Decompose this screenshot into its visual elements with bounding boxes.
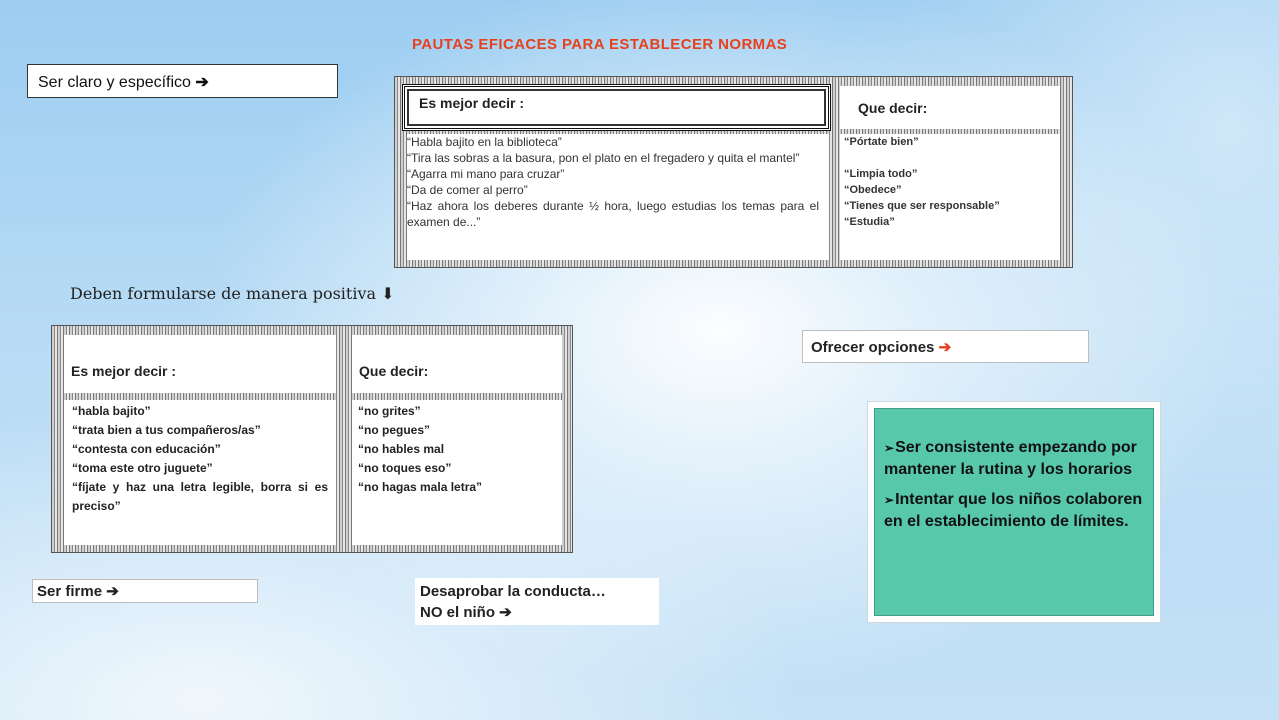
claro-label: Ser claro y específico <box>38 74 191 91</box>
bullet-arrow-icon: ➢ <box>884 441 895 455</box>
arrow-right-icon: ➔ <box>106 583 119 600</box>
table2-body-left <box>64 400 336 545</box>
table2-left-line: “trata bien a tus compañeros/as” <box>72 423 261 437</box>
desaprobar-line2-row <box>420 602 654 623</box>
table1-right-line: “Tienes que ser responsable” <box>844 200 1000 212</box>
table2-left-line: “toma este otro juguete” <box>72 461 213 475</box>
bullet-arrow-icon: ➢ <box>884 493 895 507</box>
desaprobar-box <box>415 578 659 625</box>
table2-right-line: “no pegues” <box>358 423 431 437</box>
arrow-right-icon: ➔ <box>195 74 209 91</box>
table2-body-right <box>352 400 562 545</box>
table2-right-line: “no toques eso” <box>358 461 452 475</box>
consistente-item <box>884 489 1147 533</box>
table2-right-line: “no grites” <box>358 404 421 418</box>
table1-left-line: “Da de comer al perro” <box>407 183 528 197</box>
desaprobar-line2: NO el niño <box>420 604 495 621</box>
table1-right-line: “Pórtate bien” <box>844 136 919 148</box>
table1-header-left <box>402 84 831 131</box>
table1-right-line: “Obedece” <box>844 184 902 196</box>
claro-label-box <box>27 64 338 98</box>
table-1 <box>394 76 1073 268</box>
table1-left-line: “Agarra mi mano para cruzar” <box>407 167 565 181</box>
table1-left-line: “Haz ahora los deberes durante ½ hora, luego estudias los temas para el examen de...” <box>407 199 819 229</box>
table2-left-line: “fíjate y haz una letra legible, borra si es preciso” <box>72 480 328 513</box>
desaprobar-line1: Desaprobar la conducta… <box>420 583 606 600</box>
table2-right-line: “no hagas mala letra” <box>358 480 483 494</box>
table2-left-line: “contesta con educación” <box>72 442 221 456</box>
table-2 <box>51 325 573 553</box>
firme-label: Ser firme <box>37 583 103 600</box>
table1-body-left <box>407 134 829 260</box>
table1-header-right-label: Que decir: <box>858 100 928 116</box>
table1-left-line: “Tira las sobras a la basura, pon el plato en el fregadero y quita el mantel” <box>407 151 800 165</box>
positiva-label: Deben formularse de manera positiva <box>70 284 377 303</box>
ofrecer-label: Ofrecer opciones <box>811 339 935 356</box>
table2-header-right-label: Que decir: <box>359 363 429 379</box>
table1-body-right <box>840 134 1060 260</box>
table1-right-line: “Estudia” <box>844 216 895 228</box>
positiva-heading <box>70 284 395 303</box>
arrow-down-icon: ⬇ <box>381 284 395 303</box>
table1-right-line: “Limpia todo” <box>844 168 918 180</box>
ofrecer-opciones-box <box>802 330 1089 363</box>
slide-title: PAUTAS EFICACES PARA ESTABLECER NORMAS <box>412 36 788 53</box>
table2-right-line: “no hables mal <box>358 442 445 456</box>
table1-right-spacer <box>844 150 1056 166</box>
table2-header-left <box>64 335 336 393</box>
arrow-right-icon: ➔ <box>938 339 952 356</box>
ser-firme-box <box>32 579 258 603</box>
table2-header-left-label: Es mejor decir : <box>71 363 177 379</box>
consistente-item-text: Ser consistente empezando por mantener la rutina y los horarios <box>884 439 1137 478</box>
table1-header-left-label: Es mejor decir : <box>419 95 525 111</box>
consistente-box-frame <box>867 401 1161 623</box>
consistente-box <box>874 408 1154 616</box>
table1-left-line: “Habla bajito en la biblioteca” <box>407 135 562 149</box>
consistente-item <box>884 437 1147 481</box>
table2-left-line: “habla bajito” <box>72 404 151 418</box>
table2-header-right <box>352 335 562 393</box>
arrow-right-icon: ➔ <box>499 604 512 621</box>
table1-header-right <box>840 86 1060 129</box>
consistente-item-text: Intentar que los niños colaboren en el establecimiento de límites. <box>884 491 1143 530</box>
